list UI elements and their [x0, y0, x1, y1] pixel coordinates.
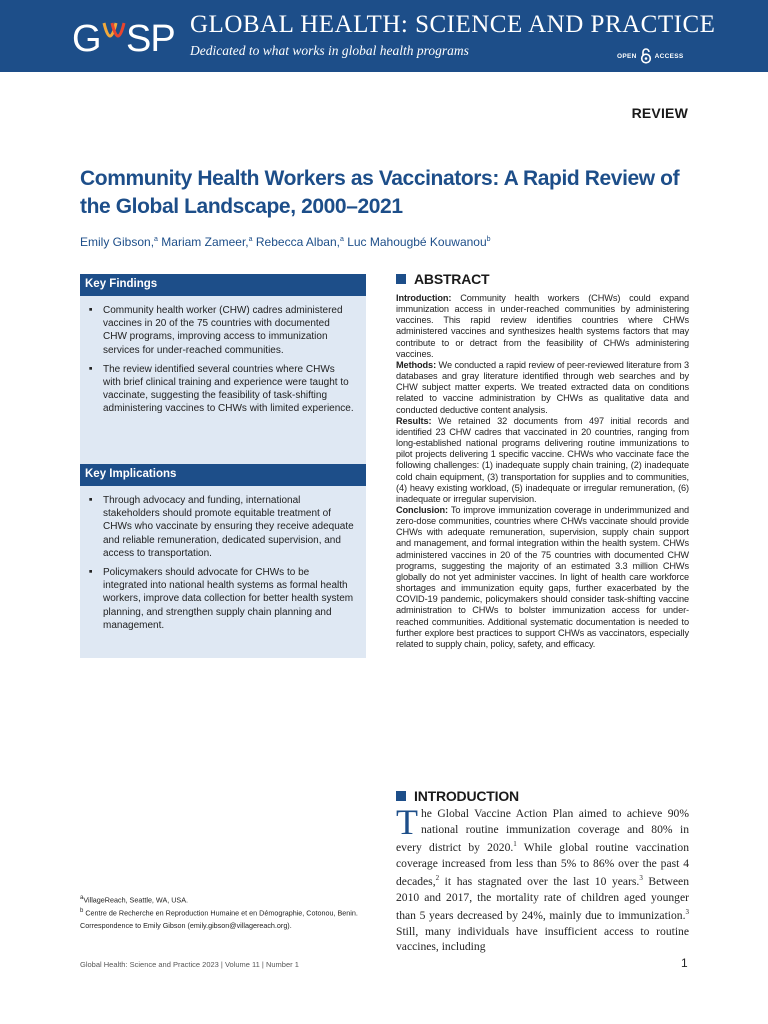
- abstract-heading: [396, 271, 489, 287]
- intro-text: Between 2010 and 2017, the mortality rate of children aged younger than 5 years decreased by 24%, mainly due to immunization.: [396, 875, 689, 923]
- access-label: ACCESS: [654, 52, 684, 60]
- abstract-label: Introduction:: [396, 293, 452, 303]
- abstract-text: Community health workers (CHWs) could expand immunization access in under-reached communities by administering vaccines. This rapid review identifies countries where CHWs administered vaccines and synthesizes health systems factors that may contribute to or detract from the feasibility of CHWs administering vaccines.: [396, 293, 689, 359]
- intro-text: Still, many individuals have insufficient access to routine vaccines, including: [396, 924, 689, 954]
- introduction-heading-text: INTRODUCTION: [414, 788, 519, 804]
- affiliation-mark: a: [248, 236, 253, 243]
- abstract-heading-text: ABSTRACT: [414, 271, 490, 287]
- author: Rebecca Alban,: [255, 235, 340, 249]
- journal-logo: [70, 9, 182, 65]
- abstract-text: We conducted a rapid review of peer-reviewed literature from 3 databases and gray literature identified through web searches and by CHW subject matter experts. We treated extracted data on conditions related to vaccine administration by CHWs as qualitative data and conducted deductive content analysis.: [396, 359, 690, 415]
- reference-mark[interactable]: 1: [513, 840, 517, 849]
- article-type: REVIEW: [631, 105, 688, 121]
- logo-g: G: [72, 18, 101, 60]
- affiliation-mark: a: [154, 236, 158, 243]
- journal-tagline: Dedicated to what works in global health programs: [190, 43, 469, 58]
- affiliation-mark: a: [80, 895, 84, 901]
- affiliation-text: Centre de Recherche en Reproduction Humaine et en Démographie, Cotonou, Benin.: [85, 908, 358, 918]
- open-label: OPEN: [617, 52, 637, 60]
- footer-citation: Global Health: Science and Practice 2023 | Volume 11 | Number 1: [80, 960, 299, 969]
- journal-banner: [0, 0, 768, 72]
- key-findings-box: [80, 274, 366, 464]
- open-access-badge: [617, 48, 684, 64]
- abstract-text: We retained 32 documents from 497 initial records and identified 23 CHW cadres that vaccinated in 20 countries, ranging from long-established national programs delivering routine immunizations to pilot projects delivering 1 specific vaccine. CHWs who vaccinate face the following challenges: (1) inadequate supply chain training, (2) inadequate cold chain equipment, (3) transportation for supplies and to communities, (4) heavy existing workload, (5) inadequate or irregular remuneration, (6) inadequate or irregular supervision.: [396, 415, 689, 504]
- abstract-label: Methods:: [396, 359, 437, 370]
- introduction-body: [396, 802, 689, 955]
- reference-mark[interactable]: 2: [435, 874, 440, 883]
- footnotes: [80, 893, 370, 932]
- affiliation-mark: b: [486, 236, 491, 243]
- drop-cap: T: [396, 802, 418, 842]
- correspondence[interactable]: Correspondence to Emily Gibson (emily.gibson@villagereach.org).: [80, 920, 292, 930]
- key-implications-box: [80, 464, 366, 658]
- author: Mariam Zameer,: [161, 235, 249, 249]
- affiliation-mark: b: [80, 908, 84, 915]
- abstract-text: To improve immunization coverage in underimmunized and zero-dose communities, countries where CHWs vaccinate should provide CHWs with adequate remuneration, supervision, supply chain support and management, and formal integration within the health system. CHWs administered vaccines in 20 of the 75 countries with documented CHW programs, suggesting the majority of an estimated 3.3 million CHWs globally do not yet administer vaccines. In light of health care workforce shortages and immunization equity gaps, further exacerbated by the COVID-19 pandemic, policymakers should consider task-shifting vaccine administration to CHWs to bolster immunization access for under-reached communities. Additional systematic documentation is needed to further explore best practices to support CHWs as vaccinators, especially related to supply chain, policy, safety, and efficacy.: [396, 504, 689, 649]
- intro-text: he Global Vaccine Action Plan aimed to achieve 90% national routine immunization coverage and 80% in every district by 2020.: [396, 807, 689, 855]
- logo-sp: SP: [126, 18, 175, 60]
- abstract-label: Conclusion:: [396, 504, 448, 515]
- affiliation-b: [80, 906, 370, 918]
- key-implications-list: [80, 486, 366, 632]
- key-findings-title: Key Findings: [80, 274, 366, 296]
- affiliation-mark: a: [339, 236, 344, 243]
- list-item: ■ Community health worker (CHW) cadres administered vaccines in 20 of the 75 countries with documented CHW programs, improving access to immunization services for under-reached communities.: [88, 304, 354, 357]
- open-access-lock-icon: [640, 48, 652, 64]
- reference-mark[interactable]: 3: [685, 908, 689, 917]
- intro-text: While global routine vaccination coverage increased from less than 5% to 86% over the past 4 decades,: [396, 841, 689, 889]
- article-title: Community Health Workers as Vaccinators: A Rapid Review of the Global Landscape, 2000–2021: [80, 167, 680, 218]
- author: Luc Mahougbé Kouwanou: [347, 235, 487, 249]
- affiliation-text: VillageReach, Seattle, WA, USA.: [83, 895, 189, 905]
- heading-square-icon: [396, 274, 406, 284]
- author-list: [80, 235, 491, 249]
- journal-title: GLOBAL HEALTH: SCIENCE AND PRACTICE: [190, 11, 716, 38]
- page-number: 1: [681, 956, 688, 970]
- key-findings-list: [80, 296, 366, 416]
- list-item: ■ The review identified several countries where CHWs with brief clinical training and experience were taught to vaccinate, suggesting the feasibility of task-shifting administering vaccines to CHWs with limited experience.: [88, 363, 354, 416]
- abstract-label: Results:: [396, 415, 432, 426]
- key-implications-title: Key Implications: [80, 464, 366, 486]
- intro-text: it has stagnated over the last 10 years.: [439, 875, 640, 889]
- ghsp-logo-icon: [70, 9, 182, 65]
- list-item: ■ Through advocacy and funding, international stakeholders should promote equitable treatment of CHWs who vaccinate by ensuring they receive adequate and reliable remuneration, dedicated supervision, and access to transportation.: [88, 494, 354, 560]
- abstract-body: [396, 293, 689, 650]
- heading-square-icon: [396, 791, 406, 801]
- affiliation-a: [80, 893, 370, 905]
- author: Emily Gibson,: [80, 235, 155, 249]
- list-item: ■ Policymakers should advocate for CHWs to be integrated into national health systems as formal health workers, improve data collection for better health system planning, and strengthen supply chain planning and management.: [88, 566, 354, 632]
- reference-mark[interactable]: 3: [639, 874, 643, 883]
